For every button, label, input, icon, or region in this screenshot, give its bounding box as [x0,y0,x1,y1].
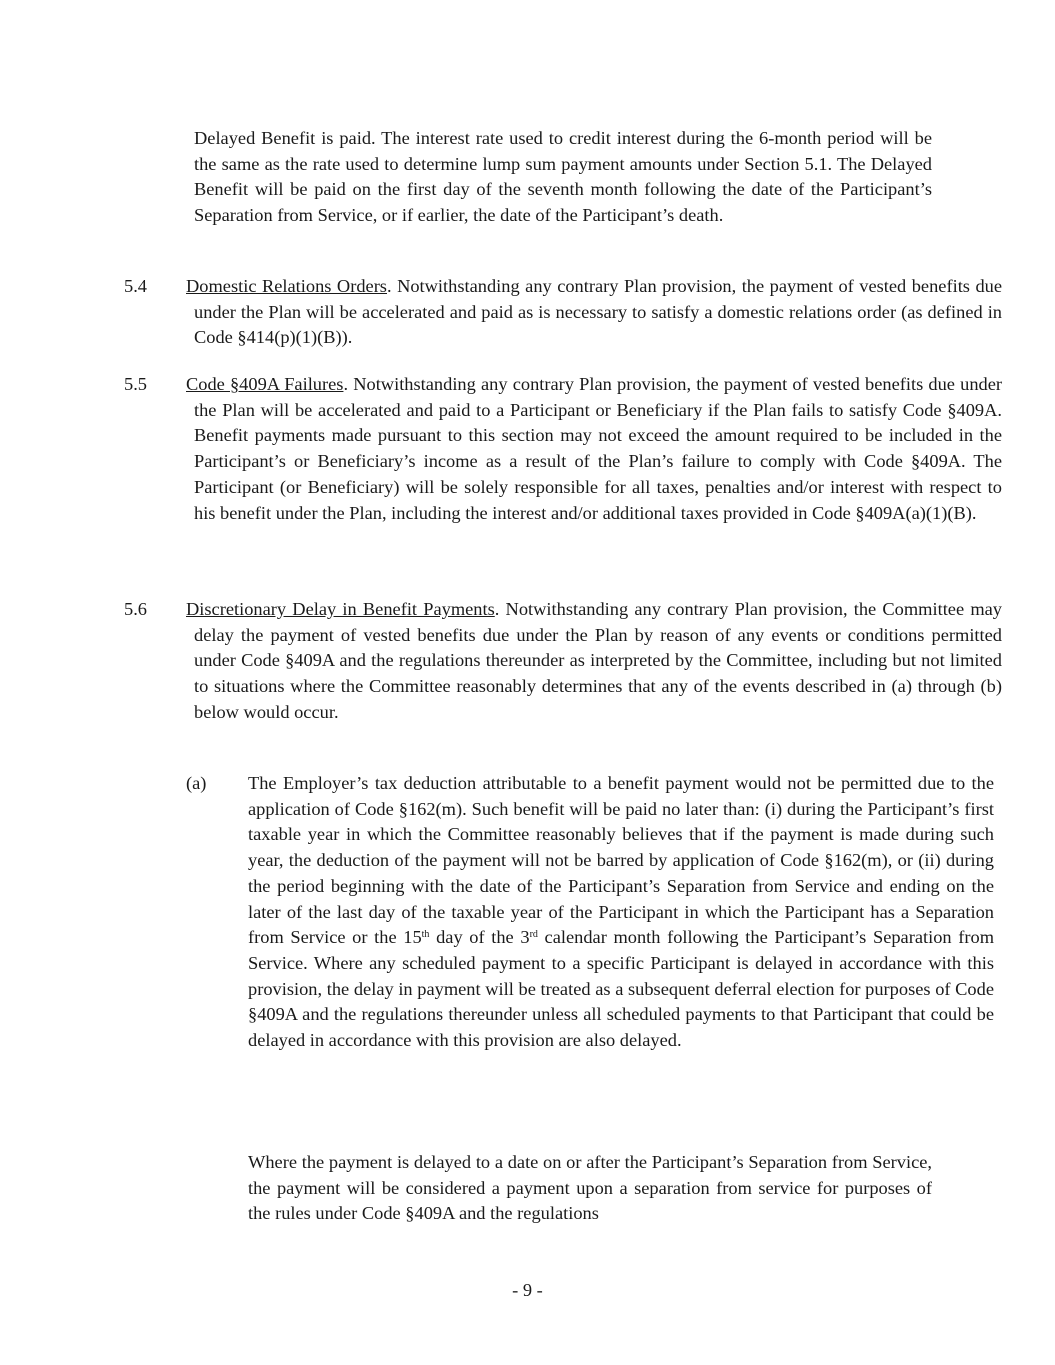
section-text: . Notwithstanding any contrary Plan provision, the payment of vested benefits due under the Plan will be accelerated and paid to a Participant or Beneficiary if the Plan fails to satisfy Code §409A. Benefit payments made pursuant to this section may not exceed the amount required to be included in the Participant’s or Beneficiary’s income as a result of the Plan’s failure to comply with Code §409A. The Participant (or Beneficiary) will be solely responsible for all taxes, penalties and/or interest with respect to his benefit under the Plan, including the interest and/or additional taxes provided in Code §409A(a)(1)(B). [194,374,1002,523]
subsection-text-part1: The Employer’s tax deduction attributable to a benefit payment would not be permitted due to the application of Code §162(m). Such benefit will be paid no later than: (i) during the Participant’s first taxable year in which the Committee reasonably believes that if the payment is made during such year, the deduction of the payment will not be barred by application of Code §162(m), or (ii) during the period beginning with the date of the Participant’s Separation from Service and ending on the later of the last day of the taxable year of the Participant in which the Participant has a Separation from Service or the 15 [248,773,994,948]
continuation-paragraph: Delayed Benefit is paid. The interest rate used to credit interest during the 6-month period will be the same as the rate used to determine lump sum payment amounts under Section 5.1. The Delayed Benefit will be paid on the first day of the seventh month following the date of the Participant’s Separation from Service, or if earlier, the date of the Participant’s death. [194,128,932,226]
superscript-rd: rd [529,929,538,941]
section-5-6 [124,597,1002,726]
section-number: 5.6 [124,599,147,619]
section-heading: Discretionary Delay in Benefit Payments [186,599,495,619]
section-5-4 [124,274,1002,351]
subsection-a-continuation: Where the payment is delayed to a date on or after the Participant’s Separation from Service, the payment will be considered a payment upon a separation from service for purposes of the rules under Code §409A and the regulations [248,1152,932,1224]
section-number: 5.4 [124,276,147,296]
subsection-text-part2: day of the 3 [429,927,530,948]
section-heading: Domestic Relations Orders [186,276,387,296]
subsection-a [186,771,994,1054]
section-5-5 [124,372,1002,526]
page-number: - 9 - [512,1280,543,1300]
section-number: 5.5 [124,374,147,394]
section-text: . Notwithstanding any contrary Plan provision, the payment of vested benefits due under the Plan will be accelerated and paid as is necessary to satisfy a domestic relations order (as defined in Code §414(p)(1)(B)). [194,276,1002,348]
superscript-th: th [421,929,430,941]
section-heading: Code §409A Failures [186,374,344,394]
subsection-label: (a) [186,773,207,793]
section-text: . Notwithstanding any contrary Plan provision, the Committee may delay the payment of vested benefits due under the Plan by reason of any events or conditions permitted under Code §409A and the regulations thereunder as interpreted by the Committee, including but not limited to situations where the Committee reasonably determines that any of the events described in (a) through (b) below would occur. [194,599,1002,722]
subsection-text-part3: calendar month following the Participant’s Separation from Service. Where any scheduled payment to a specific Participant is delayed in accordance with this provision, the delay in payment will be treated as a subsequent deferral election for purposes of Code §409A and the regulations thereunder unless all scheduled payments to that Participant that could be delayed in accordance with this provision are also delayed. [248,927,994,1051]
